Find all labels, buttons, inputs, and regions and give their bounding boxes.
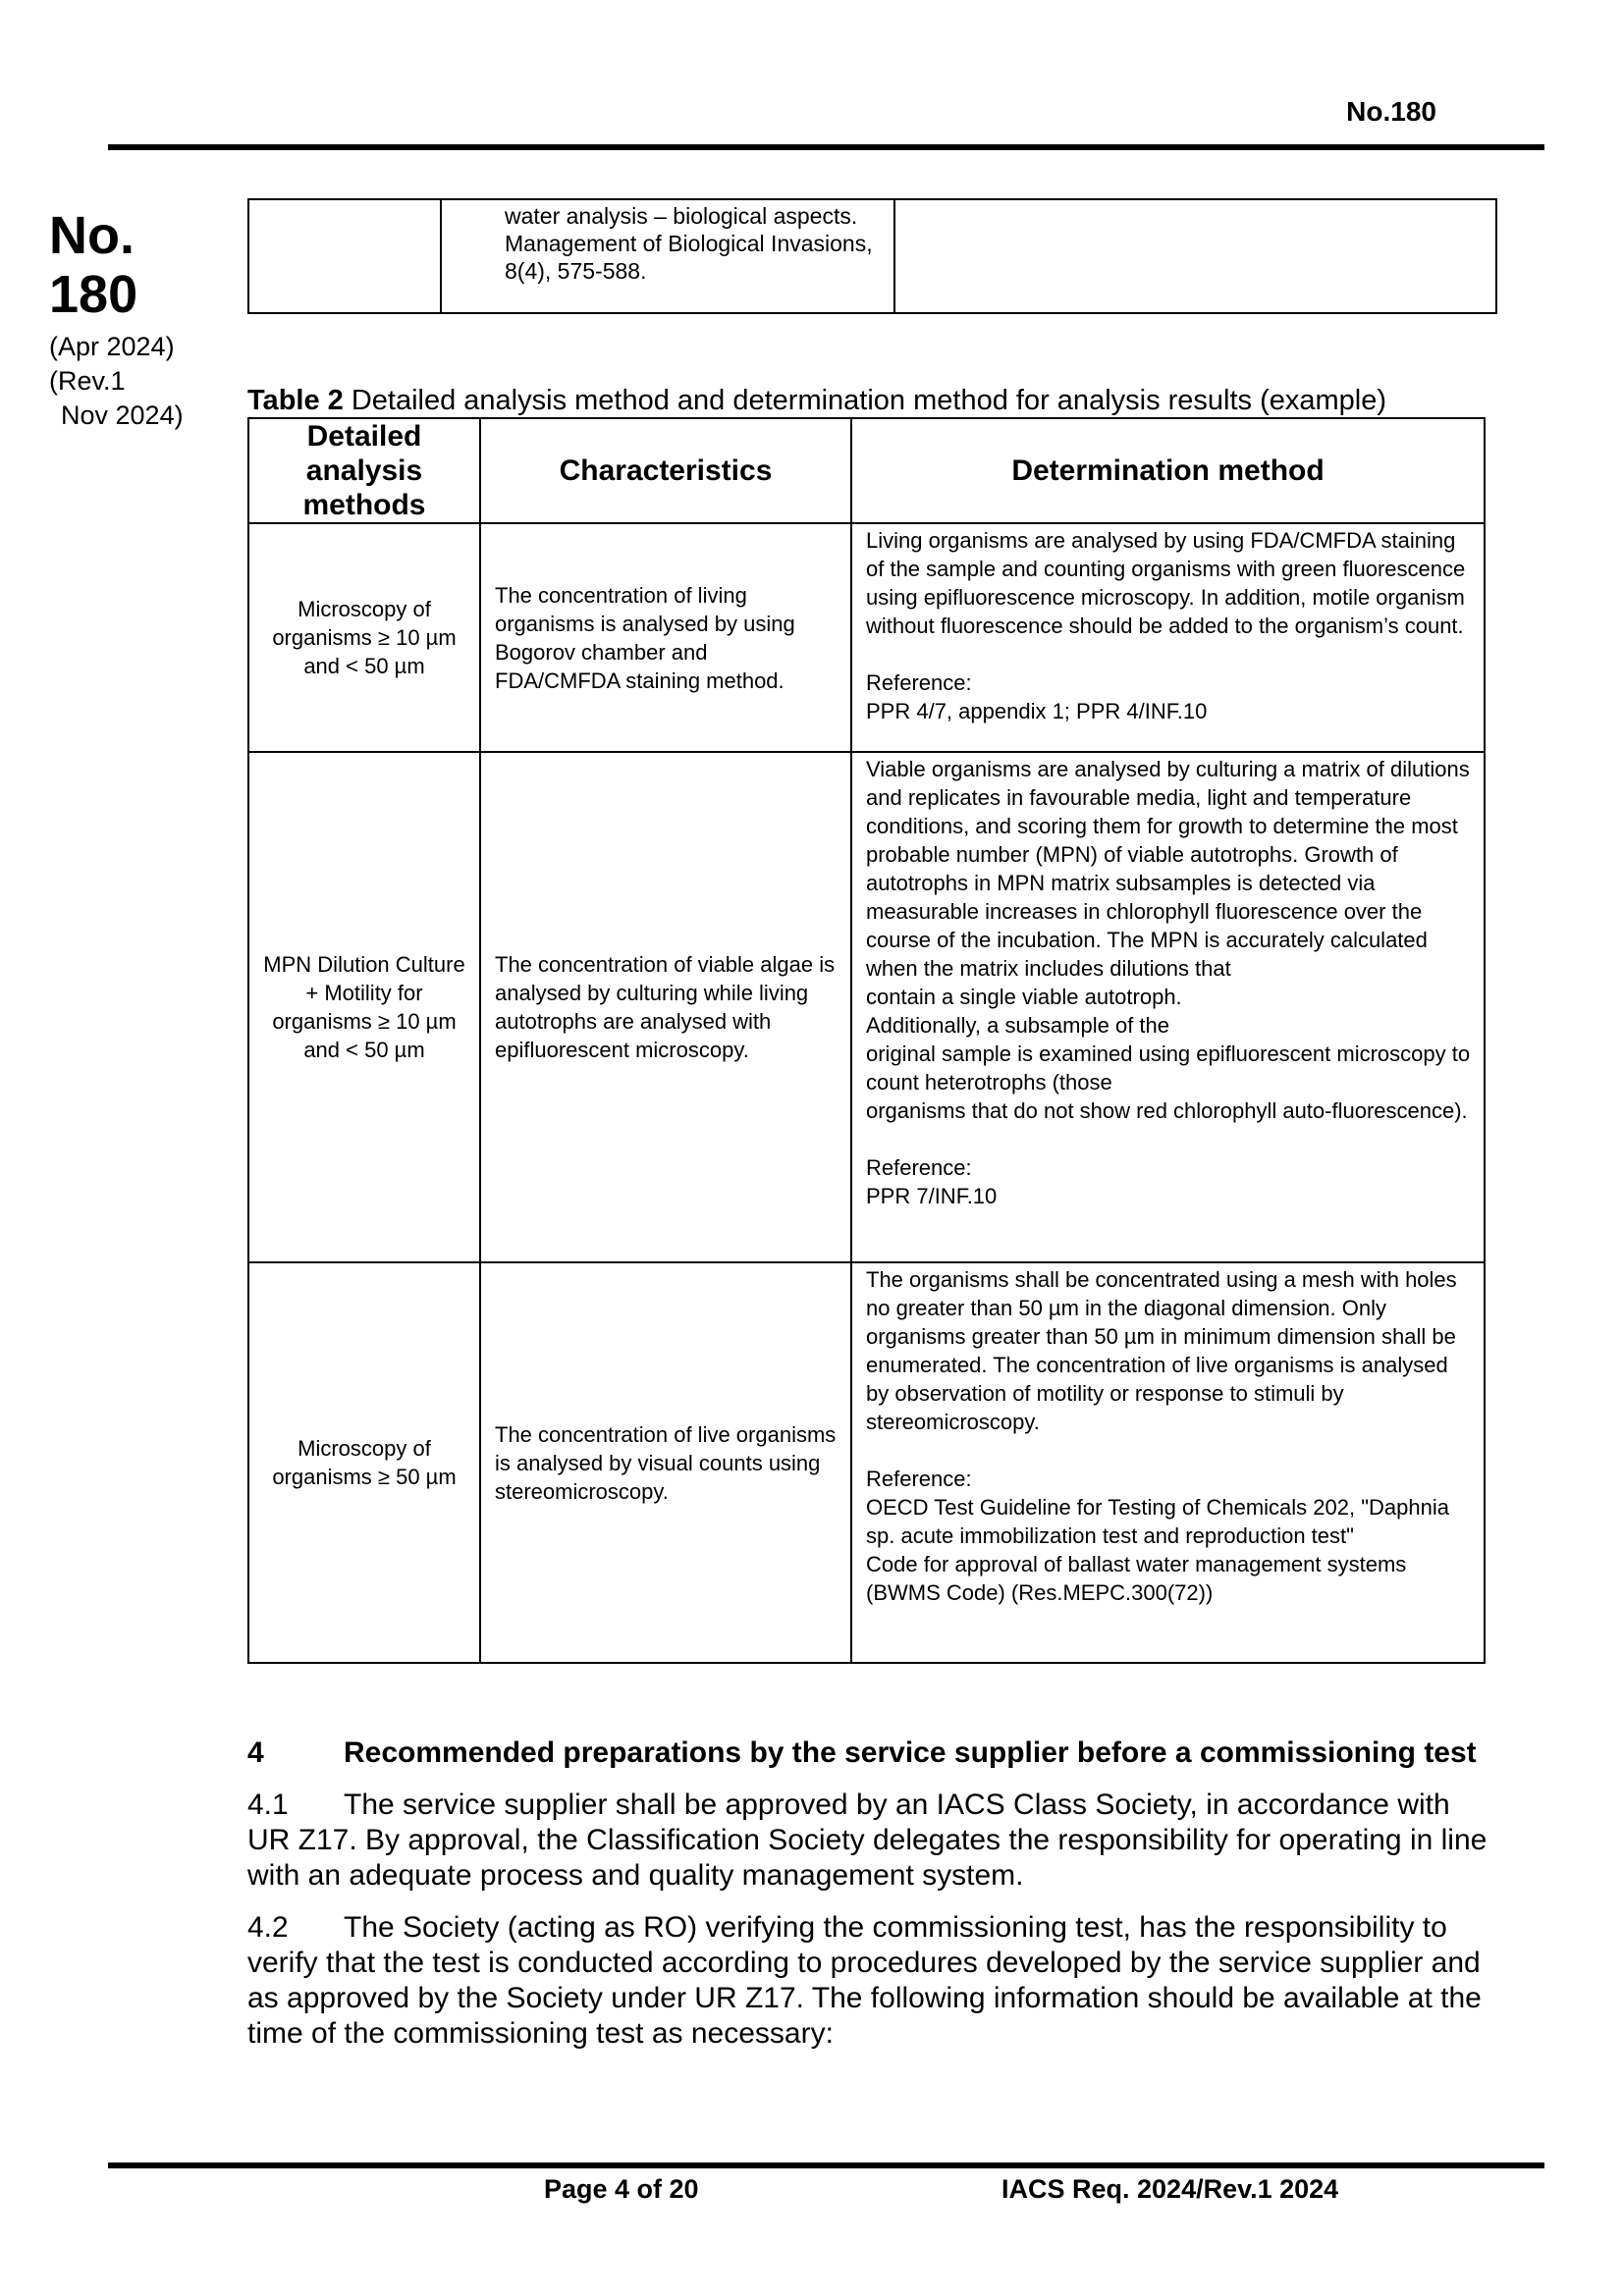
column-header-method: Detailed analysis methods [248,418,480,523]
method-cell: MPN Dilution Culture + Motility for organisms ≥ 10 µm and < 50 µm [248,752,480,1262]
table-cell [894,199,1496,313]
characteristics-cell: The concentration of live organisms is analysed by visual counts using stereomicroscopy. [480,1262,851,1663]
reference-text: OECD Test Guideline for Testing of Chemicals 202, "Daphnia sp. acute immobilization test and reproduction test" [866,1495,1449,1548]
determination-text: organisms that do not show red chlorophyll auto-fluorescence). [866,1098,1468,1123]
reference-text: PPR 4/7, appendix 1; PPR 4/INF.10 [866,699,1208,723]
characteristics-cell: The concentration of living organisms is analysed by using Bogorov chamber and FDA/CMFDA staining method. [480,523,851,752]
footer-rule [108,2163,1544,2168]
table-row [248,523,1485,752]
analysis-methods-table [247,417,1486,1664]
sidebar-date-line: (Rev.1 [49,366,126,396]
determination-text: Living organisms are analysed by using FDA/CMFDA staining of the sample and counting organisms with green fluorescence using epifluorescence microscopy. In addition, motile organism without fluorescence should be added to the organism’s count. [866,528,1466,638]
sidebar-date-line: (Apr 2024) [49,332,175,361]
reference-label: Reference: [866,670,972,695]
column-header-characteristics: Characteristics [480,418,851,523]
paragraph-number: 4.2 [247,1911,289,1944]
determination-text: Viable organisms are analysed by culturing a matrix of dilutions and replicates in favourable media, light and temperature conditions, and scoring them for growth to determine the most probable number (MPN) of viable autotrophs. Growth of autotrophs in MPN matrix subsamples is detected via measurable increases in chlorophyll fluorescence over the course of the incubation. The MPN is accurately calculated when the matrix includes dilutions that [866,757,1470,981]
table-row [248,752,1485,1262]
reference-table-fragment [247,198,1497,314]
table-row [248,199,1496,313]
section-heading [247,1735,1489,1771]
footer-doc-reference: IACS Req. 2024/Rev.1 2024 [1001,2174,1339,2204]
table2-caption [247,385,1386,417]
table-row [248,1262,1485,1663]
table2-caption-text: Detailed analysis method and determination method for analysis results (example) [343,385,1387,416]
determination-cell [851,752,1485,1262]
reference-label: Reference: [866,1467,972,1491]
section-title: Recommended preparations by the service supplier before a commissioning test [344,1736,1477,1769]
determination-text: The organisms shall be concentrated using a mesh with holes no greater than 50 µm in the diagonal dimension. Only organisms greater than 50 µm in minimum dimension shall be enumerated. The concentration of live organisms is analysed by observation of motility or response to stimuli by stereomicroscopy. [866,1267,1457,1434]
determination-text: contain a single viable autotroph. [866,985,1182,1009]
paragraph [247,1910,1489,2052]
table2-caption-label: Table 2 [247,385,344,416]
characteristics-cell: The concentration of viable algae is analysed by culturing while living autotrophs are analysed with epifluorescent microscopy. [480,752,851,1262]
column-header-determination: Determination method [851,418,1485,523]
table-cell [248,199,441,313]
reference-label: Reference: [866,1155,972,1180]
reference-text: PPR 7/INF.10 [866,1184,998,1208]
paragraph [247,1788,1489,1894]
table-cell: water analysis – biological aspects. Management of Biological Invasions, 8(4), 575-588. [441,199,894,313]
footer-page-number: Page 4 of 20 [544,2174,699,2204]
section-4 [247,1735,1489,2052]
header-rule [108,144,1544,150]
section-number: 4 [247,1736,264,1769]
method-cell: Microscopy of organisms ≥ 10 µm and < 50 µm [248,523,480,752]
determination-text: original sample is examined using epifluorescent microscopy to count heterotrophs (those [866,1041,1471,1095]
sidebar-no-label: No. [49,206,135,265]
reference-text: Code for approval of ballast water management systems (BWMS Code) (Res.MEPC.300(72)) [866,1552,1407,1605]
sidebar-date-line: Nov 2024) [61,400,184,430]
sidebar-number: 180 [49,265,138,324]
paragraph-text: The service supplier shall be approved by an IACS Class Society, in accordance with UR Z17. By approval, the Classification Society delegates the responsibility for operating in line with an adequate process and quality management system. [247,1789,1488,1892]
paragraph-text: The Society (acting as RO) verifying the commissioning test, has the responsibility to verify that the test is conducted according to procedures developed by the service supplier and as approved by the Society under UR Z17. The following information should be available at the time of the commissioning test as necessary: [247,1911,1482,2050]
method-cell: Microscopy of organisms ≥ 50 µm [248,1262,480,1663]
sidebar-dates [49,330,216,433]
determination-text: Additionally, a subsample of the [866,1013,1169,1038]
table-header-row [248,418,1485,523]
paragraph-number: 4.1 [247,1789,289,1821]
sidebar [49,206,216,433]
determination-cell [851,523,1485,752]
determination-cell [851,1262,1485,1663]
header-doc-number: No.180 [1346,96,1436,127]
